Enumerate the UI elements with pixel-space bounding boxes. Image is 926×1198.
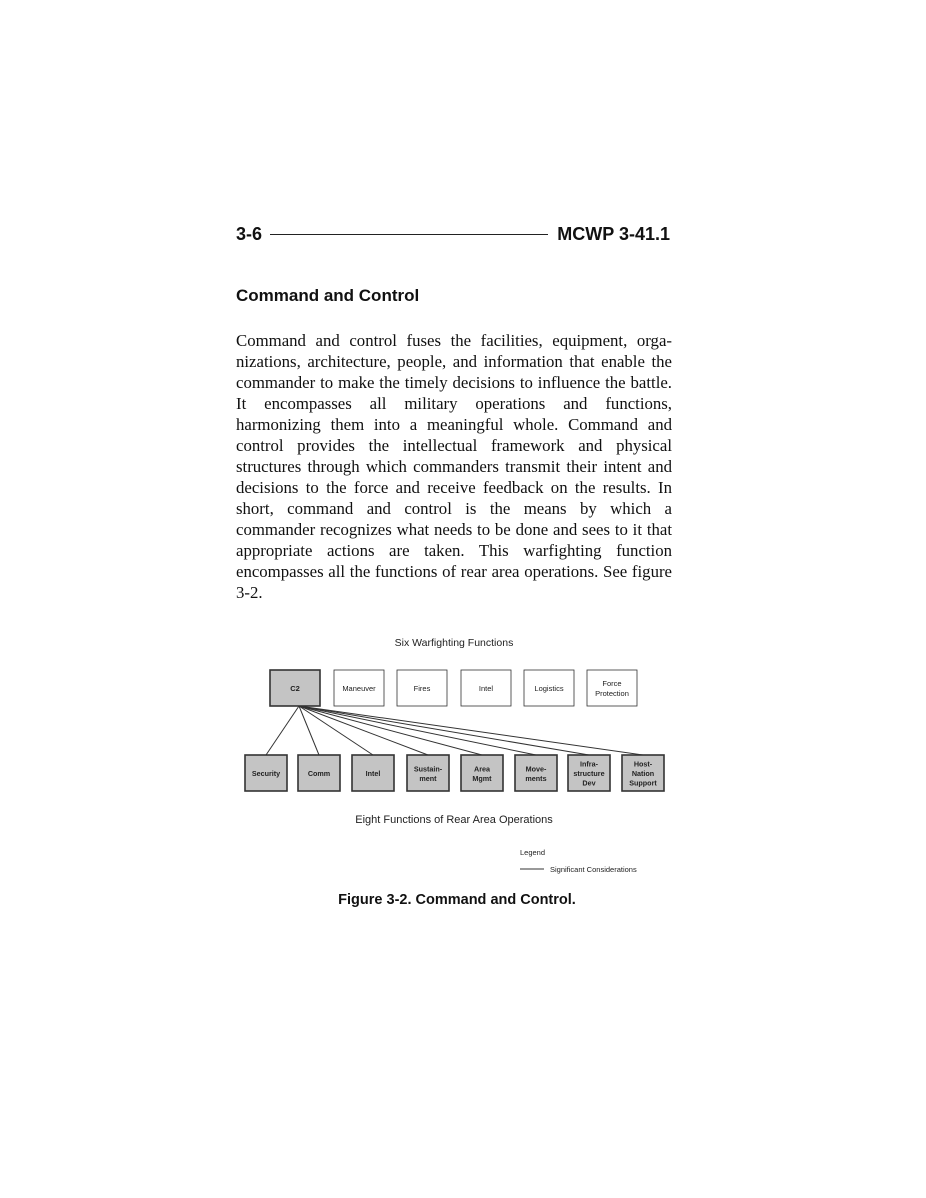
rear-area-function-security [245, 755, 287, 791]
connector-line [299, 706, 536, 755]
function-label: ments [525, 773, 547, 783]
warfighting-functions-row [270, 670, 637, 706]
warfighting-function-maneuver [334, 670, 384, 706]
connector-line [299, 706, 428, 755]
document-id: MCWP 3-41.1 [557, 224, 670, 244]
connector-lines [266, 706, 643, 755]
function-label: Force [602, 679, 622, 688]
connector-line [299, 706, 319, 755]
warfighting-function-intel [461, 670, 511, 706]
function-label: Mgmt [472, 773, 492, 783]
function-label: Fires [413, 684, 431, 693]
page-header [236, 222, 670, 248]
function-label: Security [251, 769, 281, 778]
function-label: Maneuver [342, 684, 376, 693]
function-label: Move- [525, 764, 547, 774]
rear-area-function-comm [298, 755, 340, 791]
warfighting-function-c2 [270, 670, 320, 706]
section-title: Command and Control [236, 286, 420, 305]
legend-item: Significant Considerations [550, 865, 637, 874]
function-label: C2 [290, 684, 300, 693]
function-label: Intel [365, 769, 381, 778]
diagram-bottom-title: Eight Functions of Rear Area Operations [355, 814, 553, 826]
diagram-top-title: Six Warfighting Functions [394, 637, 514, 649]
function-label: Sustain- [413, 764, 443, 774]
function-label: Host- [633, 759, 653, 769]
function-label: Area [474, 764, 490, 774]
function-label: Infra- [580, 759, 598, 769]
function-label: Intel [478, 684, 494, 693]
figure-diagram [230, 625, 690, 885]
function-label: ment [419, 773, 437, 783]
rear-area-function-intel [352, 755, 394, 791]
function-label: Nation [631, 769, 655, 778]
page-number: 3-6 [236, 224, 263, 244]
rear-area-function-area-mgmt [461, 755, 503, 791]
rear-area-function-infra-structure-dev [568, 755, 610, 791]
function-label: Logistics [534, 684, 564, 693]
connector-line [299, 706, 589, 755]
figure-caption: Figure 3-2. Command and Control. [338, 892, 576, 908]
rear-area-functions-row [245, 755, 664, 791]
connector-line [299, 706, 643, 755]
body-paragraph: Command and control fuses the facilities, equipment, organizations, architecture, people, and information that enable the commander to make the timely decisions to influence the battle. It encompasses all military operations and functions, harmonizing them into a meaningful whole. Command and control provides the intellectual framework and physical structures through which commanders transmit their intent and decisions to the force and receive feedback on the results. In short, command and control is the means by which a commander recognizes what needs to be done and sees to it that appropriate actions are taken. This warfighting function encompasses all the functions of rear area operations. See figure 3-2. [236, 331, 672, 602]
warfighting-function-force-protection [587, 670, 637, 706]
function-box [587, 670, 637, 706]
header-rule [270, 234, 548, 235]
functions-diagram [230, 625, 690, 885]
rear-area-function-host-nation-support [622, 755, 664, 791]
legend-title: Legend [520, 848, 546, 857]
warfighting-function-logistics [524, 670, 574, 706]
function-label: Dev [582, 778, 596, 788]
connector-line [299, 706, 482, 755]
function-label: Comm [307, 769, 331, 778]
function-label: structure [573, 769, 605, 778]
function-label: Protection [595, 689, 629, 698]
connector-line [266, 706, 299, 755]
warfighting-function-fires [397, 670, 447, 706]
function-label: Support [629, 778, 657, 788]
rear-area-function-move-ments [515, 755, 557, 791]
rear-area-function-sustain-ment [407, 755, 449, 791]
